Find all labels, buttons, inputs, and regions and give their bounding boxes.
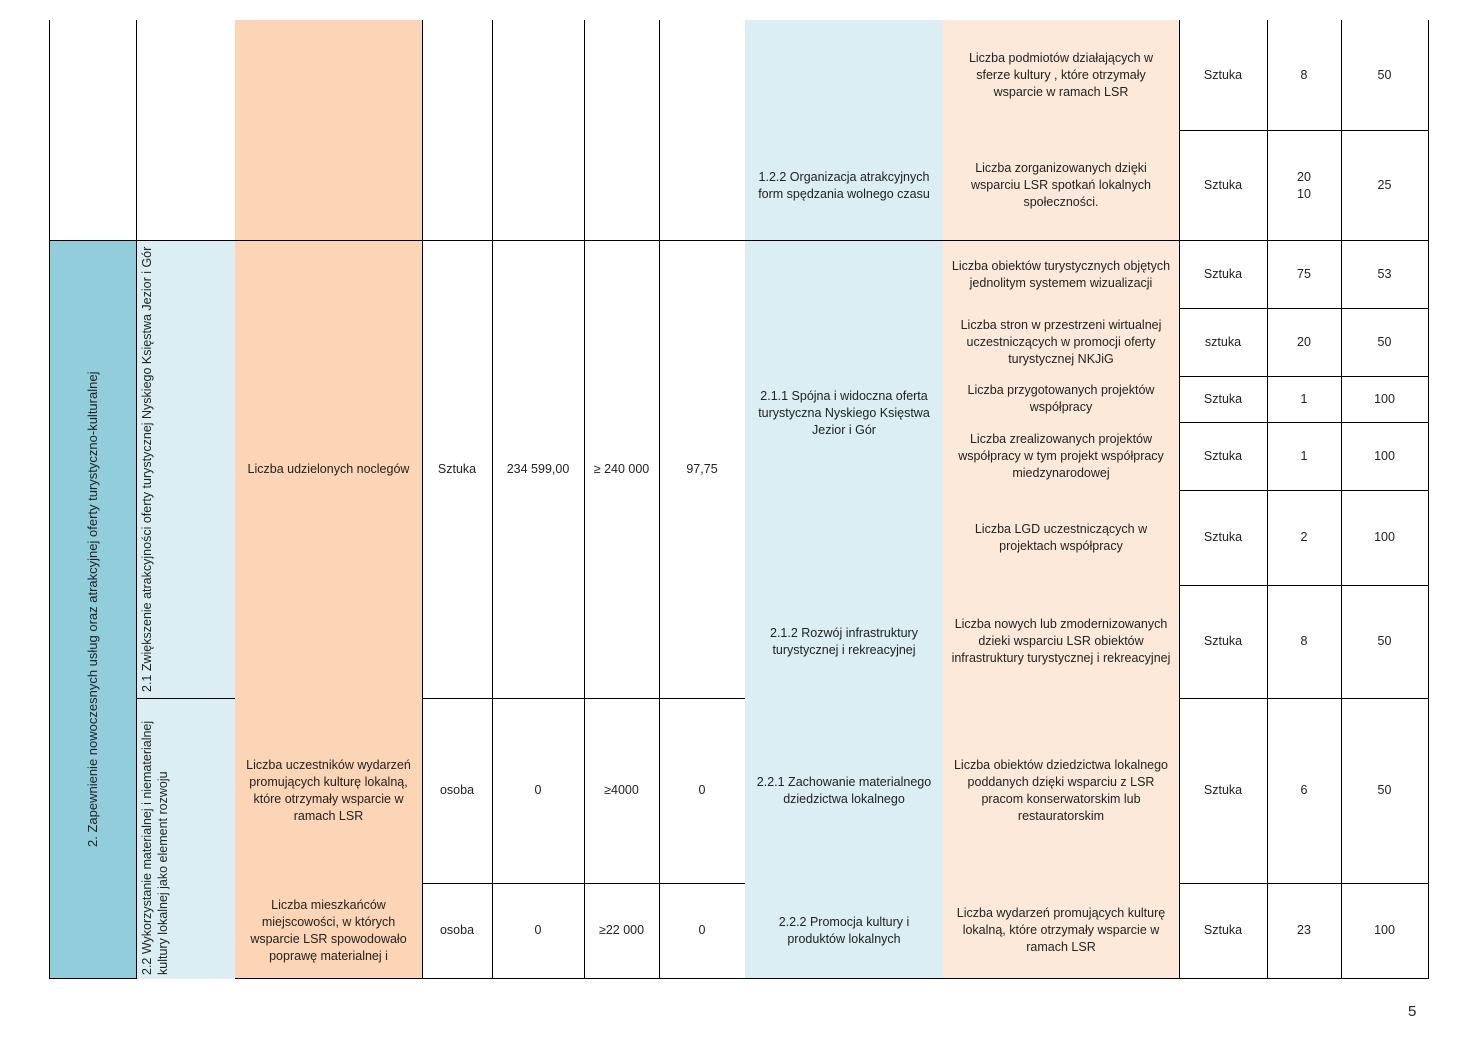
product-value-a-cell — [1267, 698, 1342, 884]
action-212-cell — [745, 585, 944, 699]
product-unit-cell — [1179, 376, 1268, 423]
product-indicator-cell — [943, 585, 1180, 699]
product-value-a-text: 1 — [1300, 448, 1308, 463]
product-value-b-text: 100 — [1374, 391, 1395, 406]
product-value-a-text: 20 — [1297, 334, 1311, 349]
base-cell-empty — [492, 20, 585, 241]
action-221-cell — [745, 698, 944, 884]
product-unit-cell — [1179, 698, 1268, 884]
product-value-b-cell — [1341, 240, 1429, 309]
product-unit-text: Sztuka — [1203, 923, 1243, 937]
action-text: 2.2.2 Promocja kultury i produktów lokalnych — [778, 914, 910, 946]
result-unit-text: Sztuka — [437, 462, 477, 476]
product-value-a-cell — [1267, 422, 1342, 491]
product-value-b-cell — [1341, 308, 1429, 377]
product-unit-cell — [1179, 883, 1268, 979]
product-indicator-cell — [943, 883, 1180, 979]
result-target-22a-cell — [584, 698, 660, 884]
product-value-b-text: 100 — [1374, 530, 1395, 544]
product-value-a-cell — [1267, 240, 1342, 309]
product-indicator-text: Liczba zrealizowanych projektów współpracy w tym projekt współpracy miedzynarodowej — [958, 431, 1164, 480]
result-indicator-22a-cell — [235, 698, 423, 884]
result-indicator-text: Liczba udzielonych noclegów — [247, 462, 410, 476]
result-target-text: ≥ 240 000 — [593, 462, 650, 476]
product-value-b-text: 50 — [1377, 634, 1392, 648]
page-number: 5 — [1408, 1003, 1417, 1020]
unit-cell-empty — [422, 20, 493, 241]
action-211-cell — [745, 240, 944, 586]
target-cell-empty — [584, 20, 660, 241]
action-text: 2.2.1 Zachowanie materialnego dziedzictwa lokalnego — [756, 774, 932, 806]
product-value-a-text: 20 10 — [1297, 169, 1311, 201]
result-unit-22b-cell — [422, 883, 493, 979]
goal-cell-empty — [49, 20, 137, 241]
product-value-a-cell — [1267, 308, 1342, 377]
product-value-a-cell — [1267, 376, 1342, 423]
product-indicator-text: Liczba wydarzeń promujących kulturę lokalną, które otrzymały wsparcie w ramach LSR — [956, 906, 1166, 954]
product-value-a-text: 2 — [1300, 530, 1308, 544]
product-value-a-cell — [1267, 20, 1342, 131]
action-cell — [745, 130, 944, 241]
product-value-b-cell — [1341, 883, 1429, 979]
product-indicator-cell — [943, 490, 1180, 586]
result-base-text: 0 — [534, 783, 542, 797]
result-target-text: ≥4000 — [604, 783, 639, 797]
action-text: 2.1.1 Spójna i widoczna oferta turystyczna Nyskiego Księstwa Jezior i Gór — [758, 388, 930, 437]
product-indicator-cell — [943, 240, 1180, 309]
product-value-b-text: 50 — [1377, 67, 1392, 82]
product-unit-cell — [1179, 130, 1268, 241]
product-unit-text: Sztuka — [1203, 267, 1243, 281]
product-value-b-text: 100 — [1374, 923, 1395, 937]
product-unit-cell — [1179, 240, 1268, 309]
product-value-a-text: 8 — [1300, 634, 1308, 648]
product-value-a-text: 23 — [1297, 923, 1311, 937]
product-value-b-cell — [1341, 698, 1429, 884]
result-percent-text: 97,75 — [686, 462, 718, 476]
action-cell-empty — [745, 20, 944, 131]
product-indicator-cell — [943, 698, 1180, 884]
result-indicator-text: Liczba mieszkańców miejscowości, w których wsparcie LSR spowodowało poprawę materialnej i — [250, 897, 407, 963]
product-indicator-cell — [943, 130, 1180, 241]
goal-2-cell — [49, 240, 137, 979]
product-unit-cell — [1179, 20, 1268, 131]
product-value-b-text: 50 — [1377, 783, 1392, 797]
specific-goal-cell-empty — [136, 20, 236, 241]
product-value-b-cell — [1341, 585, 1429, 699]
product-value-a-cell — [1267, 883, 1342, 979]
action-text: 2.1.2 Rozwój infrastruktury turystycznej i rekreacyjnej — [770, 625, 918, 657]
product-unit-text: Sztuka — [1203, 783, 1243, 797]
product-unit-text: sztuka — [1204, 334, 1242, 349]
specific-goal-22-cell — [136, 698, 236, 979]
product-value-a-text: 6 — [1300, 783, 1308, 797]
result-target-text: ≥22 000 — [598, 923, 645, 937]
product-unit-cell — [1179, 490, 1268, 586]
specific-goal-22-text: 2.2 Wykorzystanie materialnej i niematerialnej kultury lokalnej jako element rozwoju — [140, 720, 170, 975]
product-value-a-cell — [1267, 130, 1342, 241]
result-indicator-21-cell — [235, 240, 423, 699]
result-unit-22a-cell — [422, 698, 493, 884]
product-indicator-text: Liczba LGD uczestniczących w projektach współpracy — [974, 521, 1148, 553]
product-value-b-text: 25 — [1377, 178, 1392, 192]
product-unit-cell — [1179, 422, 1268, 491]
product-indicator-text: Liczba stron w przestrzeni wirtualnej uczestniczących w promocji oferty turystycznej NKJiG — [960, 317, 1162, 366]
product-indicator-cell — [943, 376, 1180, 423]
product-indicator-text: Liczba przygotowanych projektów współpracy — [967, 383, 1155, 414]
product-value-a-cell — [1267, 490, 1342, 586]
specific-goal-21-cell — [136, 240, 236, 699]
product-indicator-cell — [943, 20, 1180, 131]
result-base-text: 0 — [534, 923, 542, 937]
product-unit-cell — [1179, 585, 1268, 699]
result-percent-22a-cell — [659, 698, 746, 884]
product-value-b-cell — [1341, 130, 1429, 241]
product-indicator-cell — [943, 422, 1180, 491]
product-value-b-text: 53 — [1377, 267, 1392, 281]
result-indicator-22b-cell — [235, 883, 423, 979]
goal-2-text: 2. Zapewnienie nowoczesnych usług oraz atrakcyjnej oferty turystyczno-kulturalnej — [85, 371, 100, 848]
product-unit-text: Sztuka — [1203, 178, 1243, 192]
product-unit-text: Sztuka — [1203, 448, 1243, 463]
result-target-22b-cell — [584, 883, 660, 979]
result-percent-22b-cell — [659, 883, 746, 979]
result-base-21-cell — [492, 240, 585, 699]
product-value-b-cell — [1341, 490, 1429, 586]
result-indicator-cell-empty — [235, 20, 423, 241]
product-indicator-text: Liczba obiektów turystycznych objętych jednolitym systemem wizualizacji — [951, 258, 1171, 290]
product-value-b-cell — [1341, 376, 1429, 423]
product-indicator-text: Liczba obiektów dziedzictwa lokalnego poddanych dzięki wsparciu z LSR pracom konserwatorskim lub restauratorskim — [953, 757, 1168, 823]
product-indicator-text: Liczba podmiotów działających w sferze kultury , które otrzymały wsparcie w ramach LSR — [968, 50, 1154, 99]
product-value-b-text: 50 — [1377, 334, 1392, 349]
product-value-b-cell — [1341, 20, 1429, 131]
result-base-22b-cell — [492, 883, 585, 979]
product-value-b-text: 100 — [1374, 448, 1395, 463]
result-unit-21-cell — [422, 240, 493, 699]
action-222-cell — [745, 883, 944, 979]
result-base-text: 234 599,00 — [506, 462, 570, 476]
product-indicator-cell — [943, 308, 1180, 377]
product-unit-text: Sztuka — [1203, 67, 1243, 82]
product-unit-text: Sztuka — [1203, 391, 1243, 406]
product-value-b-cell — [1341, 422, 1429, 491]
product-value-a-text: 75 — [1297, 267, 1311, 281]
product-value-a-text: 8 — [1300, 67, 1308, 82]
product-indicator-text: Liczba zorganizowanych dzięki wsparciu LSR spotkań lokalnych społeczności. — [971, 161, 1151, 209]
result-indicator-text: Liczba uczestników wydarzeń promujących kulturę lokalną, które otrzymały wsparcie w ramach LSR — [246, 757, 411, 823]
result-base-22a-cell — [492, 698, 585, 884]
product-unit-text: Sztuka — [1203, 634, 1243, 648]
action-text: 1.2.2 Organizacja atrakcyjnych form spędzania wolnego czasu — [758, 169, 930, 201]
result-percent-text: 0 — [698, 923, 706, 937]
product-value-a-cell — [1267, 585, 1342, 699]
result-percent-text: 0 — [698, 783, 706, 797]
result-unit-text: osoba — [439, 783, 475, 797]
result-target-21-cell — [584, 240, 660, 699]
percent-cell-empty — [659, 20, 746, 241]
specific-goal-21-text: 2.1 Zwiększenie atrakcyjności oferty turystycznej Nyskiego Księstwa Jezior i Gór — [140, 246, 154, 693]
product-unit-cell — [1179, 308, 1268, 377]
result-percent-21-cell — [659, 240, 746, 699]
product-indicator-text: Liczba nowych lub zmodernizowanych dzieki wsparciu LSR obiektów infrastruktury turystycznej i rekreacyjnej — [951, 617, 1171, 665]
product-value-a-text: 1 — [1300, 391, 1308, 406]
product-unit-text: Sztuka — [1203, 530, 1243, 544]
result-unit-text: osoba — [439, 923, 475, 937]
